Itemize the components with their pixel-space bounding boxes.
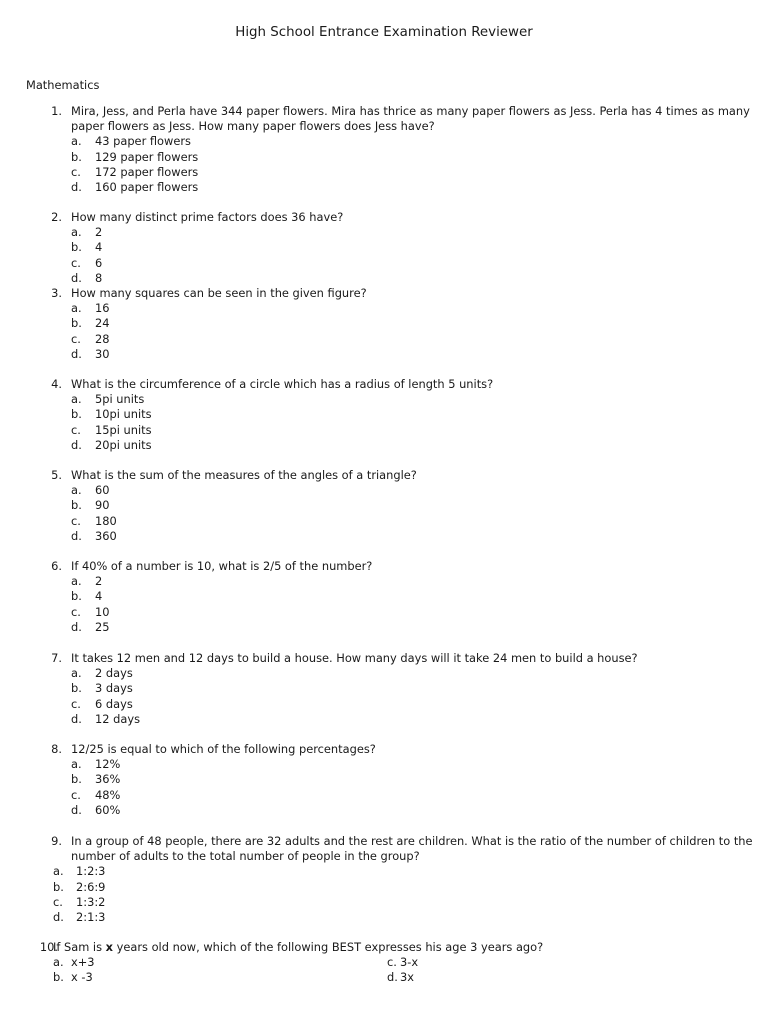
answer-option (0, 529, 768, 544)
answer-option (0, 423, 768, 438)
option-text: 12 days (95, 711, 141, 726)
option-letter: a. (53, 955, 64, 970)
option-text: 20pi units (95, 437, 152, 452)
option-text: 48% (95, 787, 121, 802)
question-text: If Sam is x years old now, which of the following BEST expresses his age 3 years ago? (53, 940, 544, 954)
question-number: 1. (51, 104, 62, 118)
question-number: 10. (39, 940, 58, 954)
option-letter: c. (71, 164, 81, 179)
question-number: 9. (51, 834, 62, 848)
option-text: 129 paper flowers (95, 149, 199, 164)
question-text: How many squares can be seen in the given figure? (71, 286, 367, 300)
answer-option (0, 757, 768, 772)
option-text: 1:2:3 (76, 864, 106, 879)
question-text: In a group of 48 people, there are 32 adults and the rest are children. What is the ratio of the number of children to the (71, 834, 753, 848)
option-letter: b. (71, 498, 82, 513)
option-letter: d. (71, 711, 82, 726)
answer-option (0, 180, 768, 195)
option-letter: d. (387, 970, 398, 985)
question-1 (0, 104, 768, 195)
option-text: 10pi units (95, 407, 152, 422)
question-7 (0, 651, 768, 727)
option-letter: a. (71, 225, 82, 240)
question-3 (0, 286, 768, 362)
option-letter: c. (387, 955, 397, 970)
option-letter: a. (71, 392, 82, 407)
option-letter: d. (71, 802, 82, 817)
option-text: 25 (95, 619, 110, 634)
option-text: 3-x (400, 955, 419, 970)
answer-option (0, 150, 768, 165)
question-number: 7. (51, 651, 62, 665)
answer-option (0, 910, 768, 925)
option-text: 28 (95, 331, 110, 346)
option-letter: c. (71, 331, 81, 346)
option-letter: b. (71, 240, 82, 255)
question-number: 5. (51, 468, 62, 482)
option-text: 2:1:3 (76, 909, 106, 924)
option-letter: b. (53, 879, 64, 894)
option-letter: a. (71, 666, 82, 681)
answer-option (0, 483, 768, 498)
option-text: 3 days (95, 681, 133, 696)
question-number: 4. (51, 377, 62, 391)
answer-option (0, 880, 768, 895)
option-text: 6 (95, 255, 103, 270)
option-letter: b. (71, 149, 82, 164)
question-text: number of adults to the total number of people in the group? (71, 849, 420, 864)
question-number: 6. (51, 559, 62, 573)
answer-option (0, 332, 768, 347)
option-letter: c. (53, 894, 63, 909)
question-10 (0, 940, 768, 986)
option-letter: d. (71, 179, 82, 194)
option-text: 2:6:9 (76, 879, 106, 894)
option-text: 2 (95, 574, 103, 589)
option-text: 6 days (95, 696, 133, 711)
option-text: 10 (95, 604, 110, 619)
option-text: 1:3:2 (76, 894, 106, 909)
question-text: What is the sum of the measures of the angles of a triangle? (71, 468, 417, 482)
answer-option-row (0, 955, 768, 970)
option-letter: a. (71, 134, 82, 149)
option-text: 160 paper flowers (95, 179, 199, 194)
section-heading: Mathematics (26, 78, 100, 92)
option-text: 15pi units (95, 422, 152, 437)
option-text: 43 paper flowers (95, 134, 191, 149)
answer-option (0, 301, 768, 316)
option-text: 90 (95, 498, 110, 513)
option-text: 360 (95, 528, 117, 543)
answer-option (0, 514, 768, 529)
option-letter: b. (71, 681, 82, 696)
option-text: 5pi units (95, 392, 145, 407)
option-text: 4 (95, 240, 103, 255)
answer-option (0, 498, 768, 513)
question-text: 12/25 is equal to which of the following percentages? (71, 742, 376, 756)
option-letter: c. (71, 255, 81, 270)
option-letter: a. (71, 301, 82, 316)
answer-option (0, 788, 768, 803)
question-2 (0, 210, 768, 286)
answer-option (0, 347, 768, 362)
answer-option (0, 392, 768, 407)
answer-option (0, 712, 768, 727)
option-text: x -3 (71, 970, 93, 985)
option-text: 60% (95, 802, 121, 817)
option-letter: d. (71, 270, 82, 285)
option-text: 36% (95, 772, 121, 787)
question-text: paper flowers as Jess. How many paper flowers does Jess have? (71, 119, 435, 134)
question-text: How many distinct prime factors does 36 have? (71, 210, 344, 224)
question-text: If 40% of a number is 10, what is 2/5 of the number? (71, 559, 373, 573)
page-title: High School Entrance Examination Reviewer (235, 25, 533, 40)
option-letter: a. (71, 757, 82, 772)
option-letter: a. (71, 574, 82, 589)
option-text: 12% (95, 757, 121, 772)
answer-option (0, 895, 768, 910)
option-text: 24 (95, 316, 110, 331)
question-4 (0, 377, 768, 453)
question-9 (0, 834, 768, 925)
answer-option (0, 803, 768, 818)
answer-option (0, 256, 768, 271)
option-text: 2 days (95, 666, 133, 681)
option-letter: b. (71, 407, 82, 422)
option-letter: c. (71, 422, 81, 437)
question-6 (0, 559, 768, 635)
answer-option (0, 240, 768, 255)
option-text: 4 (95, 589, 103, 604)
option-letter: c. (71, 604, 81, 619)
question-8 (0, 742, 768, 818)
option-letter: a. (71, 483, 82, 498)
option-letter: d. (53, 909, 64, 924)
question-text: Mira, Jess, and Perla have 344 paper flowers. Mira has thrice as many paper flowers as Jess. Perla has 4 times as many (71, 104, 750, 118)
answer-option (0, 271, 768, 286)
answer-option (0, 681, 768, 696)
answer-option (0, 605, 768, 620)
option-letter: c. (71, 787, 81, 802)
option-letter: d. (71, 619, 82, 634)
option-letter: d. (71, 346, 82, 361)
question-number: 3. (51, 286, 62, 300)
option-text: 2 (95, 225, 103, 240)
answer-option (0, 574, 768, 589)
answer-option (0, 589, 768, 604)
option-letter: a. (53, 864, 64, 879)
answer-option (0, 620, 768, 635)
answer-option (0, 134, 768, 149)
option-letter: c. (71, 513, 81, 528)
answer-option (0, 165, 768, 180)
question-text: It takes 12 men and 12 days to build a house. How many days will it take 24 men to build a house? (71, 651, 638, 665)
variable-x: x (105, 940, 113, 954)
answer-option (0, 666, 768, 681)
answer-option (0, 438, 768, 453)
option-letter: d. (71, 528, 82, 543)
option-text: 3x (400, 970, 414, 985)
answer-option (0, 697, 768, 712)
option-text: 16 (95, 301, 110, 316)
option-text: 30 (95, 346, 110, 361)
question-5 (0, 468, 768, 544)
question-text: What is the circumference of a circle which has a radius of length 5 units? (71, 377, 494, 391)
option-text: 172 paper flowers (95, 164, 199, 179)
option-letter: b. (53, 970, 64, 985)
option-letter: d. (71, 437, 82, 452)
option-letter: b. (71, 772, 82, 787)
answer-option-row (0, 970, 768, 985)
question-number: 8. (51, 742, 62, 756)
answer-option (0, 316, 768, 331)
option-text: x+3 (71, 955, 95, 970)
option-letter: c. (71, 696, 81, 711)
option-text: 180 (95, 513, 117, 528)
option-text: 8 (95, 270, 103, 285)
answer-option (0, 407, 768, 422)
question-number: 2. (51, 210, 62, 224)
option-letter: b. (71, 316, 82, 331)
answer-option (0, 772, 768, 787)
answer-option (0, 225, 768, 240)
answer-option (0, 864, 768, 879)
option-letter: b. (71, 589, 82, 604)
option-text: 60 (95, 483, 110, 498)
